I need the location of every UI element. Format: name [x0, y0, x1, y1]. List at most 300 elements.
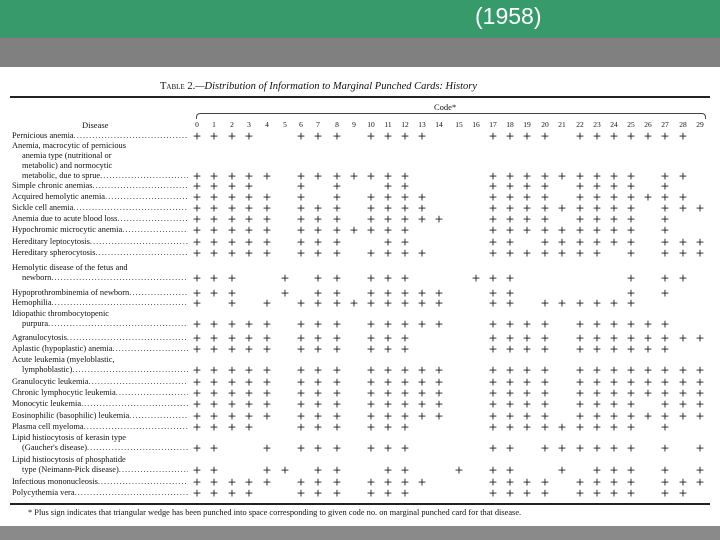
- plus-mark: +: [332, 235, 342, 249]
- plus-mark: +: [383, 463, 393, 477]
- plus-mark: +: [557, 296, 567, 310]
- plus-mark: +: [332, 317, 342, 331]
- plus-mark: +: [383, 286, 393, 300]
- plus-mark: +: [262, 463, 272, 477]
- plus-mark: +: [434, 386, 444, 400]
- plus-mark: +: [660, 223, 670, 237]
- plus-mark: +: [209, 375, 219, 389]
- plus-mark: +: [660, 441, 670, 455]
- table-title: [160, 80, 477, 93]
- plus-mark: +: [592, 475, 602, 489]
- plus-mark: +: [262, 169, 272, 183]
- row-label-text: Granulocytic leukemia: [12, 377, 89, 386]
- plus-mark: +: [488, 342, 498, 356]
- plus-mark: +: [575, 441, 585, 455]
- plus-mark: +: [575, 409, 585, 423]
- plus-mark: +: [660, 286, 670, 300]
- row-label-text: (Gaucher's disease): [22, 443, 87, 452]
- row-label-text: type (Neimann-Pick disease): [22, 465, 119, 474]
- row-label-text: Monocytic leukemia: [12, 399, 82, 408]
- plus-mark: +: [383, 190, 393, 204]
- plus-mark: +: [366, 386, 376, 400]
- code-number: 7: [316, 120, 320, 129]
- row-label-text: purpura: [22, 319, 49, 328]
- plus-mark: +: [592, 420, 602, 434]
- plus-mark: +: [244, 169, 254, 183]
- plus-mark: +: [488, 317, 498, 331]
- code-number: 17: [489, 120, 497, 129]
- code-number: 10: [367, 120, 375, 129]
- plus-mark: +: [540, 190, 550, 204]
- row-label-text: Idiopathic thrombocytopenic: [12, 309, 109, 318]
- plus-mark: +: [192, 246, 202, 260]
- plus-mark: +: [660, 246, 670, 260]
- plus-mark: +: [244, 409, 254, 423]
- plus-mark: +: [209, 212, 219, 226]
- plus-mark: +: [209, 235, 219, 249]
- plus-mark: +: [417, 212, 427, 226]
- code-number: 21: [558, 120, 566, 129]
- plus-mark: +: [366, 212, 376, 226]
- plus-mark: +: [660, 179, 670, 193]
- plus-mark: +: [400, 420, 410, 434]
- plus-mark: +: [505, 363, 515, 377]
- plus-mark: +: [557, 420, 567, 434]
- plus-mark: +: [522, 409, 532, 423]
- plus-mark: +: [505, 223, 515, 237]
- plus-mark: +: [592, 363, 602, 377]
- plus-mark: +: [488, 223, 498, 237]
- plus-mark: +: [262, 317, 272, 331]
- row-label-text: metabolic) and normocytic: [22, 161, 113, 170]
- plus-mark: +: [540, 223, 550, 237]
- plus-mark: +: [660, 271, 670, 285]
- plus-mark: +: [626, 386, 636, 400]
- plus-mark: +: [592, 201, 602, 215]
- plus-mark: +: [383, 201, 393, 215]
- dot-leader: [98, 477, 188, 487]
- code-number: 5: [283, 120, 287, 129]
- code-number: 18: [506, 120, 514, 129]
- plus-mark: +: [540, 246, 550, 260]
- plus-mark: +: [227, 386, 237, 400]
- plus-mark: +: [417, 475, 427, 489]
- plus-mark: +: [296, 212, 306, 226]
- plus-mark: +: [417, 397, 427, 411]
- plus-mark: +: [575, 331, 585, 345]
- plus-mark: +: [417, 317, 427, 331]
- plus-mark: +: [366, 223, 376, 237]
- code-number: 15: [455, 120, 463, 129]
- plus-mark: +: [695, 331, 705, 345]
- plus-mark: +: [332, 179, 342, 193]
- row-label: [12, 344, 188, 354]
- plus-mark: +: [417, 190, 427, 204]
- plus-mark: +: [575, 212, 585, 226]
- code-number: 25: [627, 120, 635, 129]
- plus-mark: +: [592, 397, 602, 411]
- plus-mark: +: [660, 342, 670, 356]
- plus-mark: +: [383, 409, 393, 423]
- plus-mark: +: [192, 420, 202, 434]
- plus-mark: +: [313, 317, 323, 331]
- plus-mark: +: [366, 317, 376, 331]
- plus-mark: +: [540, 375, 550, 389]
- plus-mark: +: [540, 342, 550, 356]
- plus-mark: +: [366, 190, 376, 204]
- dot-leader: [51, 273, 188, 283]
- plus-mark: +: [626, 475, 636, 489]
- plus-mark: +: [366, 169, 376, 183]
- plus-mark: +: [592, 317, 602, 331]
- plus-mark: +: [488, 363, 498, 377]
- code-number: 2: [230, 120, 234, 129]
- plus-mark: +: [557, 223, 567, 237]
- plus-mark: +: [366, 246, 376, 260]
- plus-mark: +: [678, 375, 688, 389]
- dot-leader: [129, 288, 188, 298]
- plus-mark: +: [227, 317, 237, 331]
- plus-mark: +: [280, 271, 290, 285]
- plus-mark: +: [332, 286, 342, 300]
- plus-mark: +: [400, 463, 410, 477]
- row-label-text: lymphoblastic): [22, 365, 73, 374]
- plus-mark: +: [332, 386, 342, 400]
- plus-mark: +: [296, 201, 306, 215]
- plus-mark: +: [366, 342, 376, 356]
- plus-mark: +: [505, 386, 515, 400]
- plus-mark: +: [592, 190, 602, 204]
- plus-mark: +: [383, 486, 393, 500]
- plus-mark: +: [417, 201, 427, 215]
- plus-mark: +: [227, 201, 237, 215]
- plus-mark: +: [522, 397, 532, 411]
- plus-mark: +: [592, 486, 602, 500]
- plus-mark: +: [400, 375, 410, 389]
- plus-mark: +: [522, 246, 532, 260]
- row-label-text: Acquired hemolytic anemia: [12, 192, 106, 201]
- plus-mark: +: [609, 212, 619, 226]
- plus-mark: +: [313, 420, 323, 434]
- row-label-text: Hemolytic disease of the fetus and: [12, 263, 128, 272]
- plus-mark: +: [575, 129, 585, 143]
- code-number: 6: [299, 120, 303, 129]
- plus-mark: +: [678, 331, 688, 345]
- plus-mark: +: [227, 409, 237, 423]
- row-label-text: Eosinophilic (basophilic) leukemia: [12, 411, 130, 420]
- row-label: [12, 141, 188, 181]
- plus-mark: +: [400, 386, 410, 400]
- plus-mark: +: [660, 317, 670, 331]
- code-number: 27: [661, 120, 669, 129]
- plus-mark: +: [522, 317, 532, 331]
- plus-mark: +: [313, 475, 323, 489]
- slide-gray-band: [0, 38, 720, 67]
- plus-mark: +: [626, 420, 636, 434]
- code-number: 19: [523, 120, 531, 129]
- plus-mark: +: [660, 331, 670, 345]
- plus-mark: +: [332, 190, 342, 204]
- plus-mark: +: [262, 475, 272, 489]
- plus-mark: +: [643, 363, 653, 377]
- plus-mark: +: [522, 223, 532, 237]
- row-label-text: Acute leukemia (myeloblastic,: [12, 355, 115, 364]
- plus-mark: +: [227, 486, 237, 500]
- plus-mark: +: [540, 317, 550, 331]
- plus-mark: +: [434, 397, 444, 411]
- row-label: [12, 377, 188, 387]
- plus-mark: +: [313, 486, 323, 500]
- plus-mark: +: [505, 475, 515, 489]
- plus-mark: +: [192, 286, 202, 300]
- plus-mark: +: [626, 235, 636, 249]
- plus-mark: +: [505, 397, 515, 411]
- plus-mark: +: [366, 271, 376, 285]
- plus-mark: +: [609, 363, 619, 377]
- plus-mark: +: [505, 190, 515, 204]
- plus-mark: +: [192, 296, 202, 310]
- plus-mark: +: [332, 409, 342, 423]
- plus-mark: +: [488, 486, 498, 500]
- plus-mark: +: [244, 190, 254, 204]
- plus-mark: +: [695, 363, 705, 377]
- plus-mark: +: [400, 475, 410, 489]
- table-title-text: —Distribution of Information to Marginal Punched Cards: History: [195, 81, 478, 92]
- dot-leader: [116, 388, 188, 398]
- plus-mark: +: [695, 235, 705, 249]
- plus-mark: +: [626, 190, 636, 204]
- plus-mark: +: [488, 475, 498, 489]
- plus-mark: +: [209, 463, 219, 477]
- plus-mark: +: [678, 486, 688, 500]
- plus-mark: +: [695, 475, 705, 489]
- plus-mark: +: [540, 129, 550, 143]
- plus-mark: +: [296, 386, 306, 400]
- plus-mark: +: [262, 190, 272, 204]
- plus-mark: +: [417, 246, 427, 260]
- plus-mark: +: [609, 463, 619, 477]
- plus-mark: +: [296, 296, 306, 310]
- plus-mark: +: [332, 420, 342, 434]
- code-number: 24: [610, 120, 618, 129]
- plus-mark: +: [192, 190, 202, 204]
- plus-mark: +: [296, 475, 306, 489]
- plus-mark: +: [366, 129, 376, 143]
- plus-mark: +: [400, 317, 410, 331]
- plus-mark: +: [383, 331, 393, 345]
- plus-mark: +: [592, 409, 602, 423]
- plus-mark: +: [488, 409, 498, 423]
- plus-mark: +: [609, 386, 619, 400]
- plus-mark: +: [244, 386, 254, 400]
- row-label-text: Lipid histiocytosis of kerasin type: [12, 433, 126, 442]
- plus-mark: +: [505, 342, 515, 356]
- plus-mark: +: [383, 223, 393, 237]
- plus-mark: +: [192, 317, 202, 331]
- plus-mark: +: [209, 441, 219, 455]
- plus-mark: +: [434, 409, 444, 423]
- plus-mark: +: [262, 397, 272, 411]
- dot-leader: [100, 171, 188, 181]
- plus-mark: +: [227, 212, 237, 226]
- plus-mark: +: [209, 286, 219, 300]
- row-label-text: Hemophilia: [12, 298, 52, 307]
- plus-mark: +: [522, 201, 532, 215]
- plus-mark: +: [209, 201, 219, 215]
- plus-mark: +: [400, 397, 410, 411]
- plus-mark: +: [332, 129, 342, 143]
- plus-mark: +: [400, 363, 410, 377]
- plus-mark: +: [400, 246, 410, 260]
- plus-mark: +: [349, 223, 359, 237]
- table-bottom-rule: [10, 503, 710, 505]
- plus-mark: +: [505, 441, 515, 455]
- plus-mark: +: [575, 223, 585, 237]
- plus-mark: +: [660, 201, 670, 215]
- code-number: 11: [384, 120, 392, 129]
- code-number: 20: [541, 120, 549, 129]
- plus-mark: +: [660, 420, 670, 434]
- plus-mark: +: [227, 363, 237, 377]
- plus-mark: +: [400, 235, 410, 249]
- plus-mark: +: [695, 397, 705, 411]
- plus-mark: +: [192, 375, 202, 389]
- plus-mark: +: [522, 342, 532, 356]
- row-label: [12, 455, 188, 475]
- plus-mark: +: [209, 409, 219, 423]
- row-label-text: newborn: [22, 273, 52, 282]
- plus-mark: +: [332, 463, 342, 477]
- plus-mark: +: [540, 235, 550, 249]
- plus-mark: +: [383, 212, 393, 226]
- plus-mark: +: [383, 271, 393, 285]
- plus-mark: +: [540, 363, 550, 377]
- plus-mark: +: [192, 397, 202, 411]
- code-number: 16: [472, 120, 480, 129]
- plus-mark: +: [695, 409, 705, 423]
- plus-mark: +: [434, 317, 444, 331]
- plus-mark: +: [575, 375, 585, 389]
- plus-mark: +: [366, 420, 376, 434]
- plus-mark: +: [366, 475, 376, 489]
- plus-mark: +: [575, 363, 585, 377]
- plus-mark: +: [522, 486, 532, 500]
- plus-mark: +: [244, 246, 254, 260]
- plus-mark: +: [695, 375, 705, 389]
- plus-mark: +: [592, 463, 602, 477]
- row-label-text: Hereditary spherocytosis: [12, 248, 96, 257]
- plus-mark: +: [244, 223, 254, 237]
- plus-mark: +: [557, 235, 567, 249]
- plus-mark: +: [434, 286, 444, 300]
- plus-mark: +: [626, 342, 636, 356]
- plus-mark: +: [383, 342, 393, 356]
- code-number: 29: [696, 120, 704, 129]
- plus-mark: +: [383, 375, 393, 389]
- plus-mark: +: [660, 169, 670, 183]
- row-label: [12, 477, 188, 487]
- plus-mark: +: [575, 420, 585, 434]
- plus-mark: +: [332, 475, 342, 489]
- row-label-text: Polycythemia vera: [12, 488, 75, 497]
- plus-mark: +: [609, 317, 619, 331]
- code-number: 14: [435, 120, 443, 129]
- plus-mark: +: [383, 420, 393, 434]
- row-label-text: Anemia, macrocytic of pernicious: [12, 141, 126, 150]
- plus-mark: +: [557, 246, 567, 260]
- plus-mark: +: [678, 246, 688, 260]
- plus-mark: +: [592, 169, 602, 183]
- plus-mark: +: [609, 342, 619, 356]
- plus-mark: +: [643, 386, 653, 400]
- plus-mark: +: [522, 190, 532, 204]
- plus-mark: +: [626, 441, 636, 455]
- plus-mark: +: [349, 296, 359, 310]
- plus-mark: +: [244, 201, 254, 215]
- plus-mark: +: [626, 363, 636, 377]
- plus-mark: +: [332, 296, 342, 310]
- plus-mark: +: [366, 397, 376, 411]
- plus-mark: +: [383, 129, 393, 143]
- row-label: [12, 411, 188, 421]
- plus-mark: +: [592, 235, 602, 249]
- dot-leader: [112, 344, 188, 354]
- plus-mark: +: [209, 317, 219, 331]
- row-label-text: Chronic lymphocytic leukemia: [12, 388, 116, 397]
- plus-mark: +: [209, 246, 219, 260]
- plus-mark: +: [209, 331, 219, 345]
- plus-mark: +: [296, 420, 306, 434]
- plus-mark: +: [488, 271, 498, 285]
- plus-mark: +: [434, 212, 444, 226]
- plus-mark: +: [505, 271, 515, 285]
- plus-mark: +: [227, 169, 237, 183]
- dot-leader: [52, 298, 188, 308]
- plus-mark: +: [262, 342, 272, 356]
- plus-mark: +: [383, 179, 393, 193]
- plus-mark: +: [488, 179, 498, 193]
- table-footnote: * Plus sign indicates that triangular wedge has been punched into space corresponding to given code no. on marginal punched card for that disease.: [28, 508, 522, 517]
- code-number: 22: [576, 120, 584, 129]
- table-title-number: Table 2.: [160, 81, 196, 92]
- plus-mark: +: [417, 363, 427, 377]
- code-header: Code*: [434, 102, 457, 112]
- plus-mark: +: [592, 331, 602, 345]
- plus-mark: +: [192, 475, 202, 489]
- row-label-text: Hypochromic microcytic anemia: [12, 225, 123, 234]
- plus-mark: +: [280, 463, 290, 477]
- plus-mark: +: [332, 363, 342, 377]
- plus-mark: +: [332, 342, 342, 356]
- plus-mark: +: [609, 201, 619, 215]
- plus-mark: +: [626, 212, 636, 226]
- plus-mark: +: [592, 179, 602, 193]
- plus-mark: +: [400, 286, 410, 300]
- plus-mark: +: [643, 331, 653, 345]
- plus-mark: +: [400, 296, 410, 310]
- plus-mark: +: [366, 409, 376, 423]
- plus-mark: +: [540, 386, 550, 400]
- plus-mark: +: [366, 441, 376, 455]
- plus-mark: +: [575, 235, 585, 249]
- plus-mark: +: [643, 317, 653, 331]
- plus-mark: +: [209, 342, 219, 356]
- dot-leader: [90, 237, 188, 247]
- plus-mark: +: [505, 409, 515, 423]
- plus-mark: +: [296, 129, 306, 143]
- row-label: [12, 203, 188, 213]
- plus-mark: +: [488, 331, 498, 345]
